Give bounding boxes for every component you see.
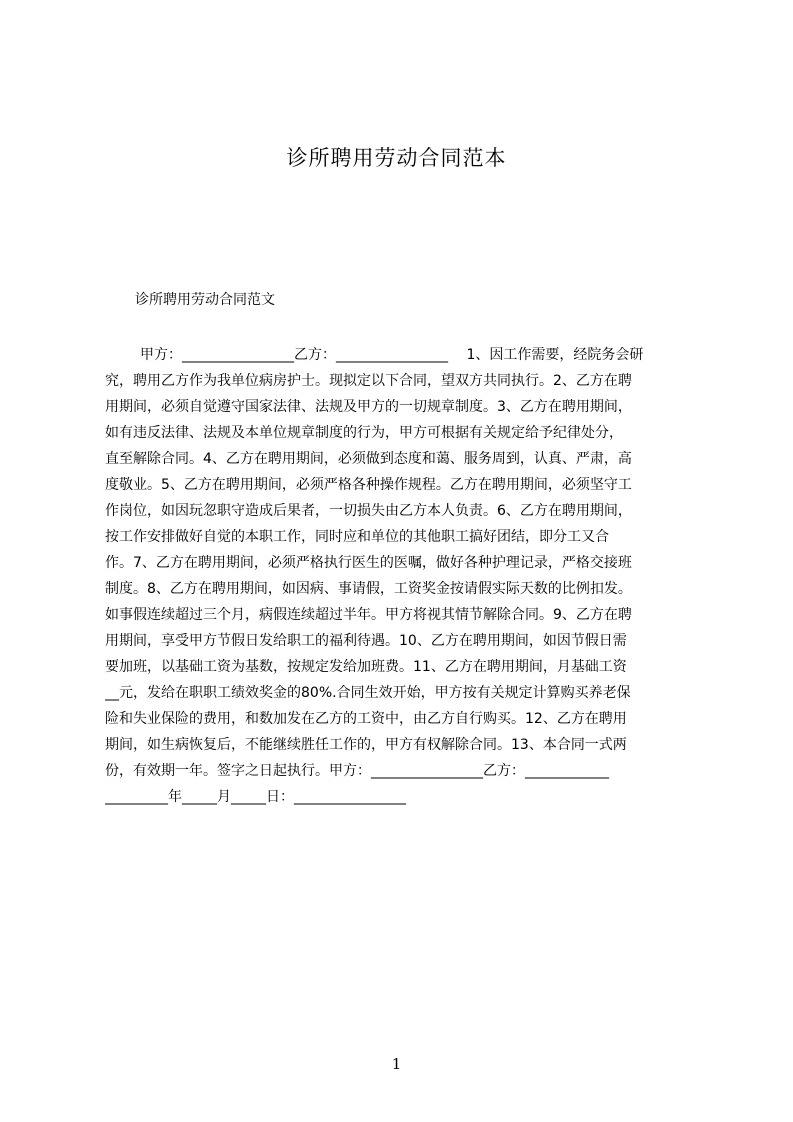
body-line: 究，聘用乙方作为我单位病房护士。现拟定以下合同，望双方共同执行。2、乙方在聘 <box>105 373 632 389</box>
body-line: 作岗位，如因玩忽职守造成后果者，一切损失由乙方本人负责。6、乙方在聘用期间， <box>105 503 632 519</box>
body-line: 用期间，享受甲方节假日发给职工的福利待遇。10、乙方在聘用期间，如因节假日需 <box>105 633 627 649</box>
body-line: 份，有效期一年。签字之日起执行。甲方：________________乙方：____________ <box>105 763 609 779</box>
body-line: 度敬业。5、乙方在聘用期间，必须严格各种操作规程。乙方在聘用期间，必须坚守工 <box>105 477 632 493</box>
body-line: __元，发给在职职工绩效奖金的80%.合同生效开始，甲方按有关规定计算购买养老保 <box>105 685 631 701</box>
body-line: 甲方：________________乙方：________________ 1、因工作需要，经院务会研 <box>140 347 644 363</box>
body-line: 如事假连续超过三个月，病假连续超过半年。甲方将视其情节解除合同。9、乙方在聘 <box>105 607 632 623</box>
document-subtitle: 诊所聘用劳动合同范文 <box>135 292 275 308</box>
body-line: 如有违反法律、法规及本单位规章制度的行为，甲方可根据有关规定给予纪律处分， <box>105 425 623 441</box>
page-number: 1 <box>391 1055 402 1073</box>
body-line: 险和失业保险的费用，和数加发在乙方的工资中，由乙方自行购买。12、乙方在聘用 <box>105 711 627 727</box>
body-line: 直至解除合同。4、乙方在聘用期间，必须做到态度和蔼、服务周到，认真、严肃，高 <box>105 451 632 467</box>
document-title: 诊所聘用劳动合同范本 <box>286 146 507 170</box>
body-line: 制度。8、乙方在聘用期间，如因病、事请假，工资奖金按请假实际天数的比例扣发。 <box>105 581 632 597</box>
contract-body <box>105 342 697 827</box>
body-line: 要加班，以基础工资为基数，按规定发给加班费。11、乙方在聘用期间，月基础工资 <box>105 659 627 675</box>
body-line: _________年_____月_____日：________________ <box>105 789 406 805</box>
body-line: 按工作安排做好自觉的本职工作，同时应和单位的其他职工搞好团结，即分工又合 <box>105 529 609 545</box>
body-line: 期间，如生病恢复后，不能继续胜任工作的，甲方有权解除合同。13、本合同一式两 <box>105 737 627 753</box>
body-line: 用期间，必须自觉遵守国家法律、法规及甲方的一切规章制度。3、乙方在聘用期间， <box>105 399 632 415</box>
body-line: 作。7、乙方在聘用期间，必须严格执行医生的医嘱，做好各种护理记录，严格交接班 <box>105 555 632 571</box>
